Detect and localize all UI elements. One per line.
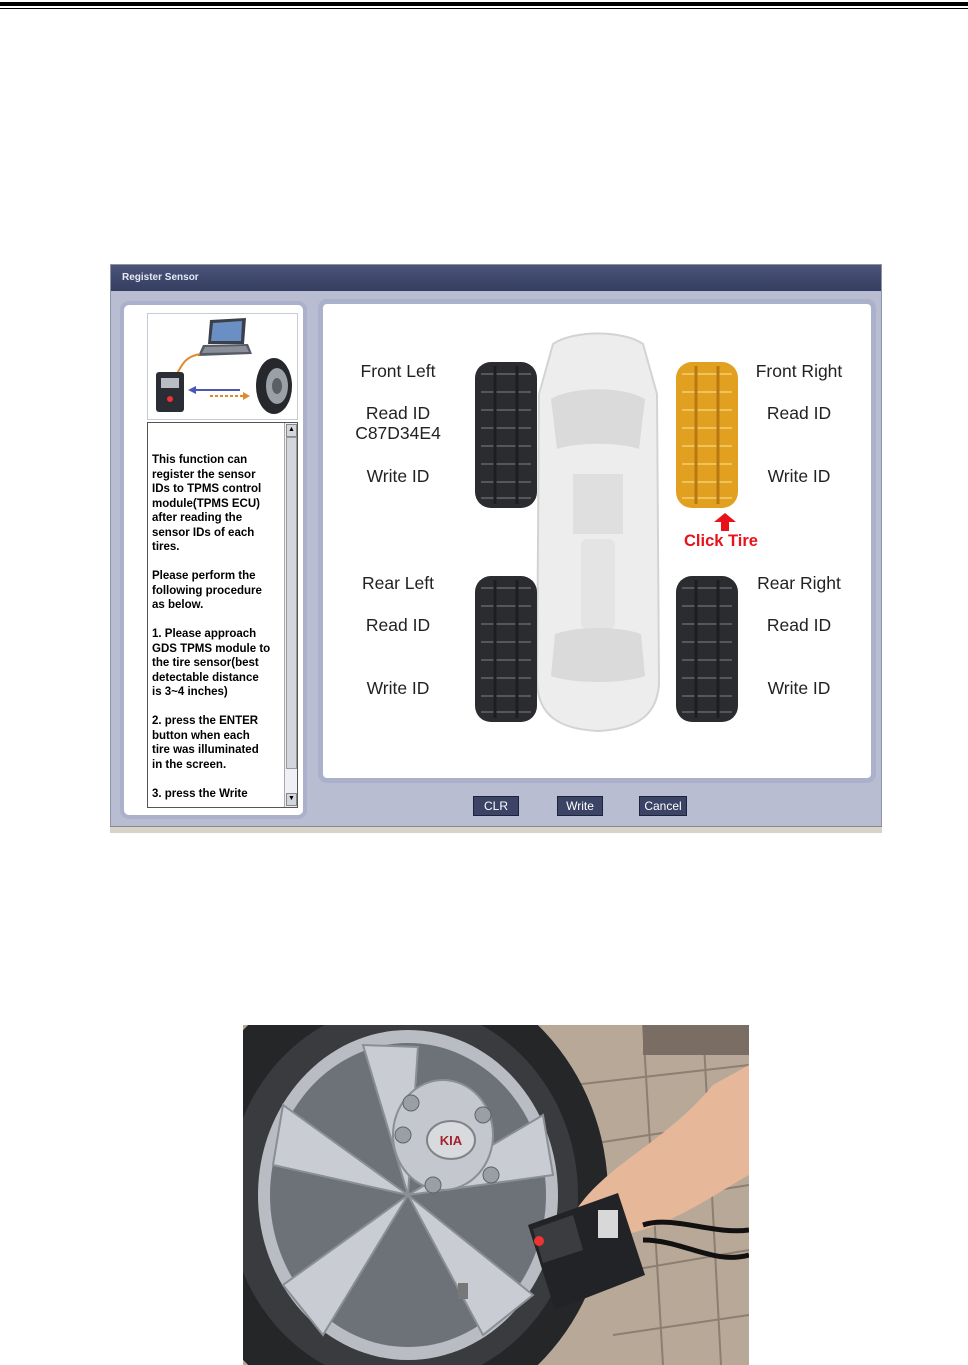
header-rule-thick xyxy=(0,2,968,6)
tire-front-right[interactable] xyxy=(676,362,738,508)
register-sensor-window xyxy=(110,264,882,830)
tpms-device-icon xyxy=(156,372,184,412)
window-title: Register Sensor xyxy=(122,272,199,283)
front-left-read-label: Read ID xyxy=(365,403,431,423)
instruction-textbox[interactable] xyxy=(147,422,298,808)
scroll-thumb[interactable] xyxy=(286,437,297,769)
window-titlebar[interactable] xyxy=(111,265,881,291)
kia-logo: KIA xyxy=(439,1133,463,1148)
tire-rear-left[interactable] xyxy=(475,576,537,722)
connection-diagram xyxy=(147,313,298,420)
write-button[interactable]: Write xyxy=(557,796,603,816)
rear-left-read-label: Read ID xyxy=(365,615,431,635)
front-right-write-label: Write ID xyxy=(767,466,831,486)
scroll-down-arrow-icon[interactable]: ▼ xyxy=(286,793,297,806)
tire-front-left[interactable] xyxy=(475,362,537,508)
rear-left-write-label: Write ID xyxy=(366,678,430,698)
rear-right-read-label: Read ID xyxy=(766,615,832,635)
instruction-scrollbar[interactable] xyxy=(284,423,297,807)
click-tire-hint: Click Tire xyxy=(684,532,758,550)
rear-right-label: Rear Right xyxy=(757,573,841,593)
front-left-label: Front Left xyxy=(360,361,436,381)
taskbar-strip xyxy=(110,826,882,833)
front-left-read-value: C87D34E4 xyxy=(355,423,441,443)
rear-right-write-label: Write ID xyxy=(767,678,831,698)
front-right-read-label: Read ID xyxy=(766,403,832,423)
tire-map-panel xyxy=(318,299,876,783)
valve-stem xyxy=(458,1283,468,1299)
scroll-up-arrow-icon[interactable]: ▲ xyxy=(286,424,297,437)
laptop-icon xyxy=(198,318,252,356)
tire-rear-right[interactable] xyxy=(676,576,738,722)
instruction-text: This function can register the sensor IDs to TPMS control module(TPMS ECU) after reading the sensor IDs of each tires. Please perform the following procedure as below. 1. Please approach GDS TPMS module to the tire sensor(best detectable distance is 3~4 inches) 2. press the ENTER button when each tire was illuminated in the screen. 3. press the Write xyxy=(152,454,271,800)
clr-button[interactable]: CLR xyxy=(473,796,519,816)
tire-icon xyxy=(256,358,292,414)
header-rule-thin xyxy=(0,8,968,9)
car-top-view-image xyxy=(537,334,659,732)
front-left-write-label: Write ID xyxy=(366,466,430,486)
front-right-label: Front Right xyxy=(755,361,843,381)
rear-left-label: Rear Left xyxy=(362,573,434,593)
tpms-tool-photo xyxy=(243,1025,749,1365)
instruction-panel xyxy=(120,301,307,819)
cancel-button[interactable]: Cancel xyxy=(639,796,687,816)
